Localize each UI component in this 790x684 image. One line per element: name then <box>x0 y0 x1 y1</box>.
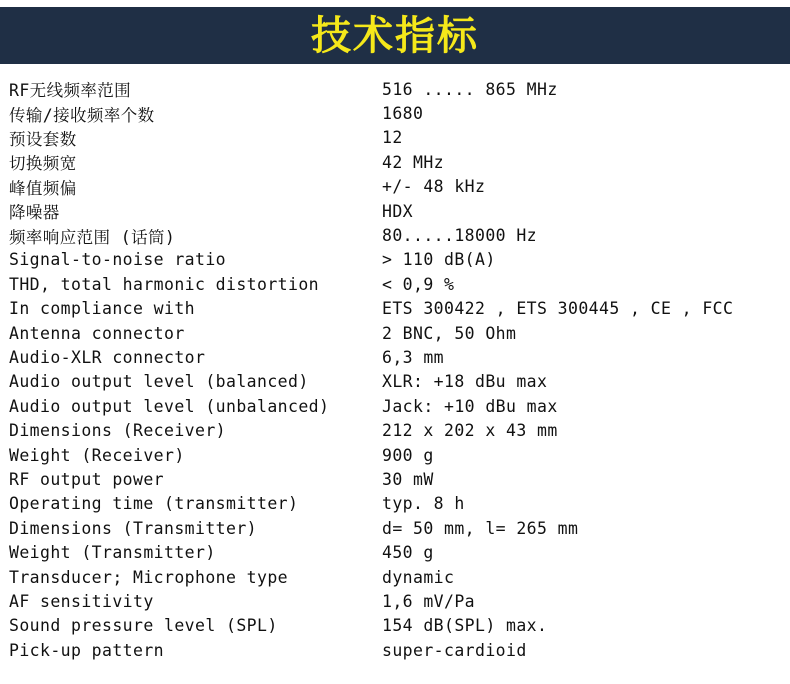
spec-value: super-cardioid <box>382 640 527 660</box>
spec-label: Signal-to-noise ratio <box>9 250 227 270</box>
spec-label: Operating time (transmitter) <box>9 494 299 514</box>
spec-row <box>9 248 789 272</box>
spec-value: XLR: +18 dBu max <box>382 372 548 392</box>
spec-row <box>9 297 789 321</box>
spec-value: 2 BNC, 50 Ohm <box>382 323 517 343</box>
spec-row <box>9 101 789 125</box>
spec-row <box>9 492 789 516</box>
spec-row <box>9 370 789 394</box>
spec-row <box>9 565 789 589</box>
spec-label: THD, total harmonic distortion <box>9 274 320 294</box>
spec-row <box>9 394 789 418</box>
spec-label: Audio-XLR connector <box>9 347 206 367</box>
page-title: 技术指标 <box>311 11 479 59</box>
spec-value: 1,6 mV/Pa <box>382 591 476 611</box>
spec-label: 预设套数 <box>9 129 77 149</box>
spec-label: 传输/接收频率个数 <box>9 105 155 125</box>
spec-value: HDX <box>382 201 414 221</box>
spec-value: 1680 <box>382 104 424 124</box>
spec-value: 6,3 mm <box>382 347 445 367</box>
spec-row <box>9 540 789 564</box>
spec-row <box>9 199 789 223</box>
spec-value: typ. 8 h <box>382 494 465 514</box>
spec-label: Transducer; Microphone type <box>9 567 289 587</box>
spec-label: Dimensions (Transmitter) <box>9 518 258 538</box>
spec-label: Sound pressure level (SPL) <box>9 616 278 636</box>
spec-row <box>9 638 789 662</box>
spec-label: RF无线频率范围 <box>9 81 132 101</box>
spec-row <box>9 126 789 150</box>
spec-label: 峰值频偏 <box>9 178 77 198</box>
spec-row <box>9 175 789 199</box>
spec-row <box>9 150 789 174</box>
spec-label: Audio output level (unbalanced) <box>9 396 330 416</box>
spec-value: 12 <box>382 128 403 148</box>
spec-value: 450 g <box>382 543 434 563</box>
spec-row <box>9 77 789 101</box>
spec-value: d= 50 mm, l= 265 mm <box>382 518 579 538</box>
spec-row <box>9 516 789 540</box>
spec-value: +/- 48 kHz <box>382 177 486 197</box>
spec-value: 42 MHz <box>382 152 445 172</box>
spec-value: < 0,9 % <box>382 274 455 294</box>
spec-label: Audio output level (balanced) <box>9 372 309 392</box>
spec-row <box>9 467 789 491</box>
spec-row <box>9 418 789 442</box>
spec-value: 212 x 202 x 43 mm <box>382 421 558 441</box>
spec-value: dynamic <box>382 567 455 587</box>
spec-label: In compliance with <box>9 299 196 319</box>
spec-label: Dimensions (Receiver) <box>9 421 227 441</box>
spec-value: > 110 dB(A) <box>382 250 496 270</box>
spec-label: Weight (Receiver) <box>9 445 185 465</box>
spec-row <box>9 443 789 467</box>
spec-table <box>9 77 789 662</box>
spec-label: 频率响应范围 (话筒) <box>9 227 176 247</box>
spec-value: ETS 300422 , ETS 300445 , CE , FCC <box>382 299 734 319</box>
spec-value: 154 dB(SPL) max. <box>382 616 548 636</box>
spec-value: 516 ..... 865 MHz <box>382 79 558 99</box>
spec-row <box>9 223 789 247</box>
spec-row <box>9 272 789 296</box>
spec-label: 降噪器 <box>9 203 60 223</box>
spec-label: RF output power <box>9 469 165 489</box>
spec-row <box>9 321 789 345</box>
spec-value: 30 mW <box>382 469 434 489</box>
spec-label: AF sensitivity <box>9 591 154 611</box>
spec-row <box>9 614 789 638</box>
spec-label: 切换频宽 <box>9 154 77 174</box>
spec-label: Antenna connector <box>9 323 185 343</box>
spec-value: 80.....18000 Hz <box>382 226 538 246</box>
spec-row <box>9 345 789 369</box>
spec-label: Pick-up pattern <box>9 640 165 660</box>
spec-row <box>9 589 789 613</box>
spec-value: 900 g <box>382 445 434 465</box>
spec-value: Jack: +10 dBu max <box>382 396 558 416</box>
spec-label: Weight (Transmitter) <box>9 543 216 563</box>
header-banner <box>0 7 790 64</box>
